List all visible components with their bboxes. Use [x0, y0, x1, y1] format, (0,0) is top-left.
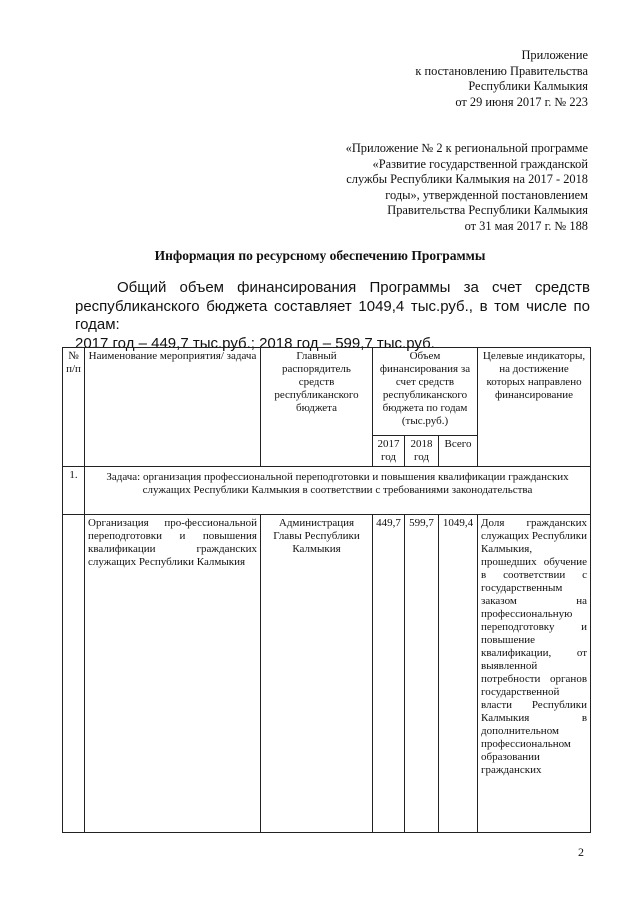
header-administrator: Главный распорядитель средств республиканского бюджета	[261, 348, 373, 467]
document-title: Информация по ресурсному обеспечению Программы	[154, 248, 486, 263]
activity-row	[63, 515, 591, 833]
header-indicators: Целевые индикаторы, на достижение которых направлено финансирование	[478, 348, 591, 467]
header-year-2018: 2018 год	[405, 436, 439, 467]
activity-2017: 449,7	[373, 515, 405, 833]
activity-2018: 599,7	[405, 515, 439, 833]
task-row	[63, 467, 591, 515]
task-number: 1.	[63, 467, 85, 515]
activity-indicator: Доля гражданских служащих Республики Калмыкия, прошедших обучение в соответствии с государственным заказом на профессиональную переподготовку и повышение квалификации, от выявленной потребности органов государственной власти Республики Калмыкия в дополнительном профессиональном образовании гражданских	[478, 515, 591, 833]
intro-paragraph	[75, 279, 590, 353]
approval-line: Республики Калмыкия	[468, 79, 588, 93]
activity-total: 1049,4	[439, 515, 478, 833]
task-text: Задача: организация профессиональной переподготовки и повышения квалификации гражданских служащих Республики Калмыкия в соответствии с требованиями законодательства	[85, 467, 591, 515]
annex-line: «Приложение № 2 к региональной программе	[345, 141, 588, 155]
page-number: 2	[578, 845, 584, 859]
header-year-2017: 2017 год	[373, 436, 405, 467]
activity-administrator: Администрация Главы Республики Калмыкия	[261, 515, 373, 833]
annex-line: Правительства Республики Калмыкия	[387, 203, 588, 217]
annex-line: службы Республики Калмыкия на 2017 - 2018	[346, 172, 588, 186]
approval-line: к постановлению Правительства	[415, 63, 588, 78]
intro-line: республиканского бюджета составляет 1049,4 тыс.руб., в том числе по годам:	[75, 297, 590, 333]
approval-line: Приложение	[521, 48, 588, 62]
resource-table	[62, 347, 591, 833]
header-number: № п/п	[63, 348, 85, 467]
activity-number	[63, 515, 85, 833]
intro-line: 2017 год – 449,7 тыс.руб.; 2018 год – 599,7 тыс.руб.	[75, 334, 435, 352]
approval-line: от 29 июня 2017 г. № 223	[455, 94, 588, 109]
approval-reference	[415, 48, 588, 110]
header-activity: Наименование мероприятия/ задача	[85, 348, 261, 467]
intro-line: Общий объем финансирования Программы за счет средств	[117, 279, 590, 296]
annex-line: «Развитие государственной гражданской	[372, 156, 588, 171]
annex-reference	[346, 141, 588, 234]
header-volume: Объем финансирования за счет средств республиканского бюджета по годам (тыс.руб.)	[373, 348, 478, 436]
header-total: Всего	[439, 436, 478, 467]
activity-name: Организация про-фессиональной переподготовки и повышения квалификации гражданских служащих Республики Калмыкия	[85, 515, 261, 833]
annex-line: от 31 мая 2017 г. № 188	[464, 218, 588, 233]
annex-line: годы», утвержденной постановлением	[385, 187, 588, 202]
